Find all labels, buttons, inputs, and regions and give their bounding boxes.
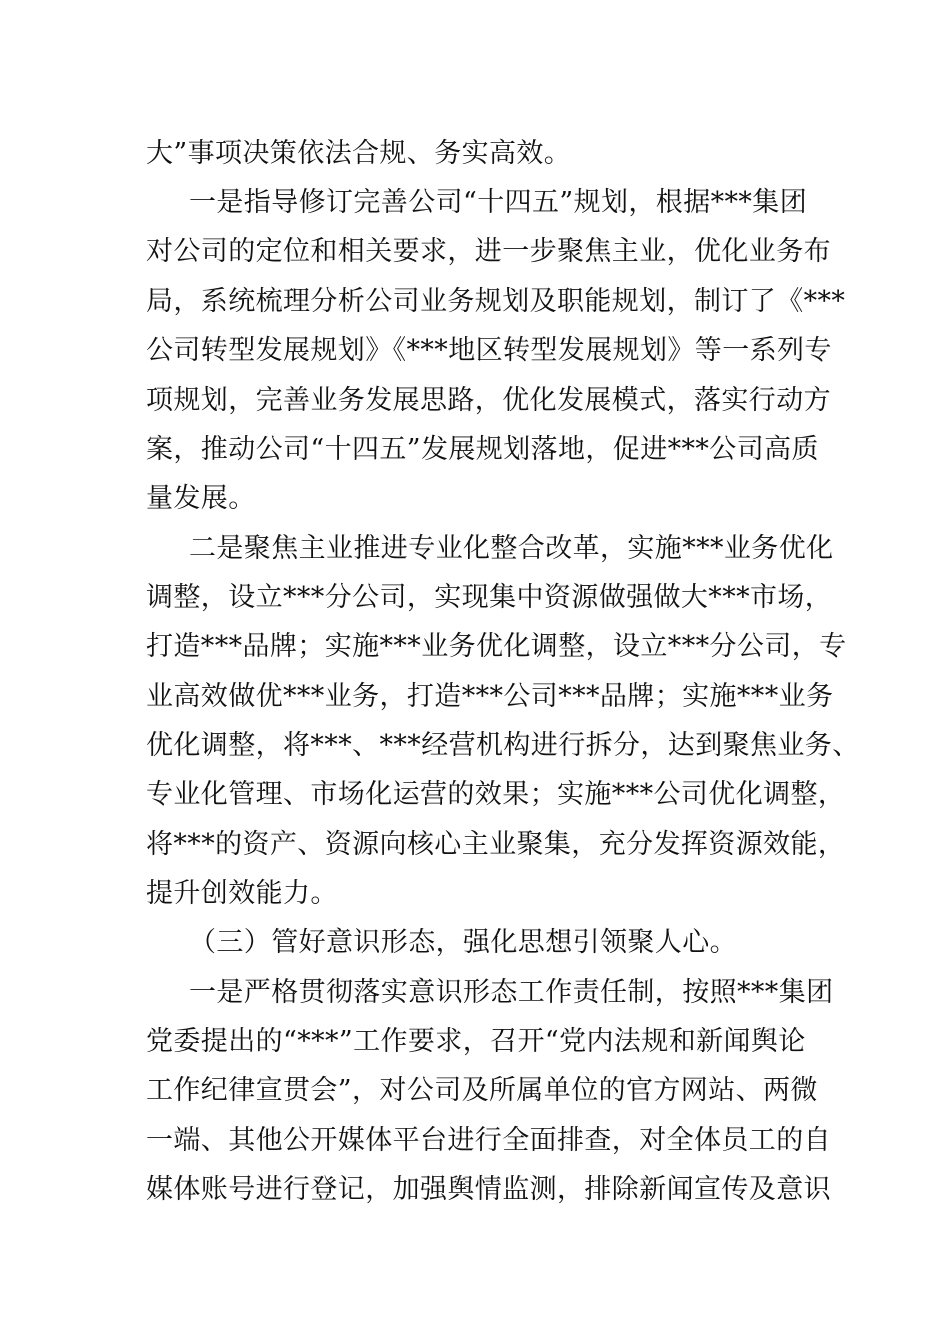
text-line: 量发展。 <box>146 483 256 514</box>
text-line: 媒体账号进行登记，加强舆情监测，排除新闻宣传及意识 <box>146 1174 831 1205</box>
text-line: 案，推动公司“十四五”发展规划落地，促进***公司高质 <box>146 434 819 465</box>
section-heading: （三）管好意识形态，强化思想引领聚人心。 <box>189 927 737 958</box>
text-line: 一端、其他公开媒体平台进行全面排查，对全体员工的自 <box>146 1125 831 1156</box>
text-line: 将***的资产、资源向核心主业聚集，充分发挥资源效能， <box>146 829 846 860</box>
text-line: 项规划，完善业务发展思路，优化发展模式，落实行动方 <box>146 385 831 416</box>
text-line: 一是严格贯彻落实意识形态工作责任制，按照***集团 <box>189 977 834 1008</box>
text-line: 专业化管理、市场化运营的效果；实施***公司优化调整， <box>146 779 846 810</box>
text-line: 一是指导修订完善公司“十四五”规划，根据***集团 <box>189 187 808 218</box>
text-line: 调整，设立***分公司，实现集中资源做强做大***市场， <box>146 582 833 613</box>
text-line: 工作纪律宣贯会”，对公司及所属单位的官方网站、两微 <box>146 1075 818 1106</box>
text-line: 打造***品牌；实施***业务优化调整，设立***分公司，专 <box>146 631 847 662</box>
text-line: 提升创效能力。 <box>146 878 338 909</box>
text-line: 大”事项决策依法合规、务实高效。 <box>146 138 572 169</box>
text-line: 业高效做优***业务，打造***公司***品牌；实施***业务 <box>146 681 834 712</box>
text-line: 党委提出的“***”工作要求，召开“党内法规和新闻舆论 <box>146 1026 806 1057</box>
text-line: 优化调整，将***、***经营机构进行拆分，达到聚焦业务、 <box>146 730 860 761</box>
text-line: 对公司的定位和相关要求，进一步聚焦主业，优化业务布 <box>146 236 831 267</box>
text-line: 二是聚焦主业推进专业化整合改革，实施***业务优化 <box>189 533 834 564</box>
text-line: 局，系统梳理分析公司业务规划及职能规划，制订了《*** <box>146 286 846 317</box>
text-line: 公司转型发展规划》《***地区转型发展规划》等一系列专 <box>146 335 832 366</box>
